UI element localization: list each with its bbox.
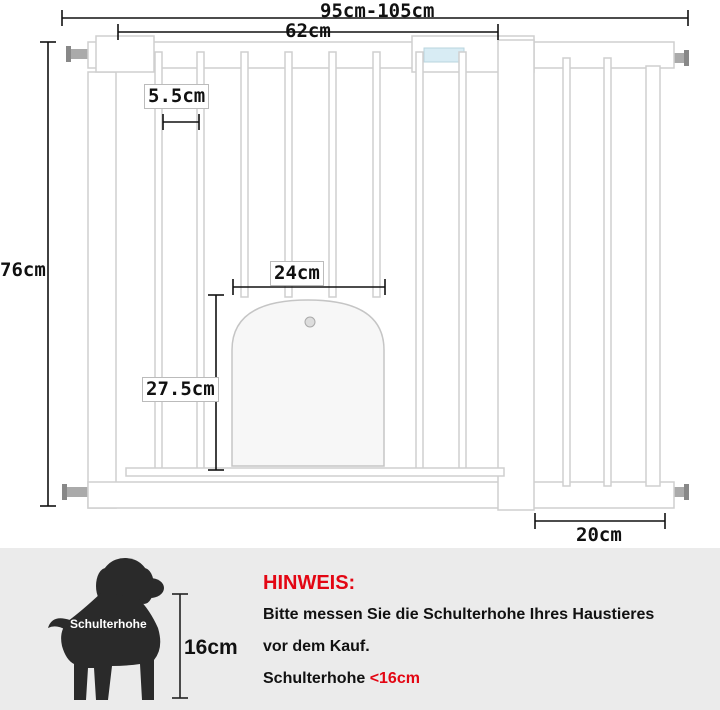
extension-width-label: 20cm bbox=[576, 524, 622, 546]
door-height-label: 27.5cm bbox=[142, 377, 219, 402]
door-width-label: 24cm bbox=[270, 261, 324, 286]
lock-indicator bbox=[424, 48, 464, 62]
notice-line-3-prefix: Schulterhohe bbox=[263, 670, 370, 687]
notice-title: HINWEIS: bbox=[263, 572, 356, 594]
notice-line-1: Bitte messen Sie die Schulterhohe Ihres Haustieres bbox=[263, 606, 655, 623]
panel-width-label: 62cm bbox=[285, 20, 331, 42]
wall-mount-bottom-left bbox=[62, 484, 89, 500]
pet-height-label: 16cm bbox=[184, 636, 238, 659]
wall-mount-top-left bbox=[66, 46, 89, 62]
notice-limit-value: <16cm bbox=[369, 670, 420, 687]
pet-door-latch bbox=[305, 317, 315, 327]
total-width-label: 95cm-105cm bbox=[320, 0, 435, 22]
bar-spacing-label: 5.5cm bbox=[144, 84, 209, 109]
notice-line-2: vor dem Kauf. bbox=[263, 638, 370, 655]
pet-shoulder-label: Schulterhohe bbox=[70, 617, 147, 631]
notice-line-3 bbox=[263, 670, 420, 688]
height-label: 76cm bbox=[0, 259, 46, 281]
